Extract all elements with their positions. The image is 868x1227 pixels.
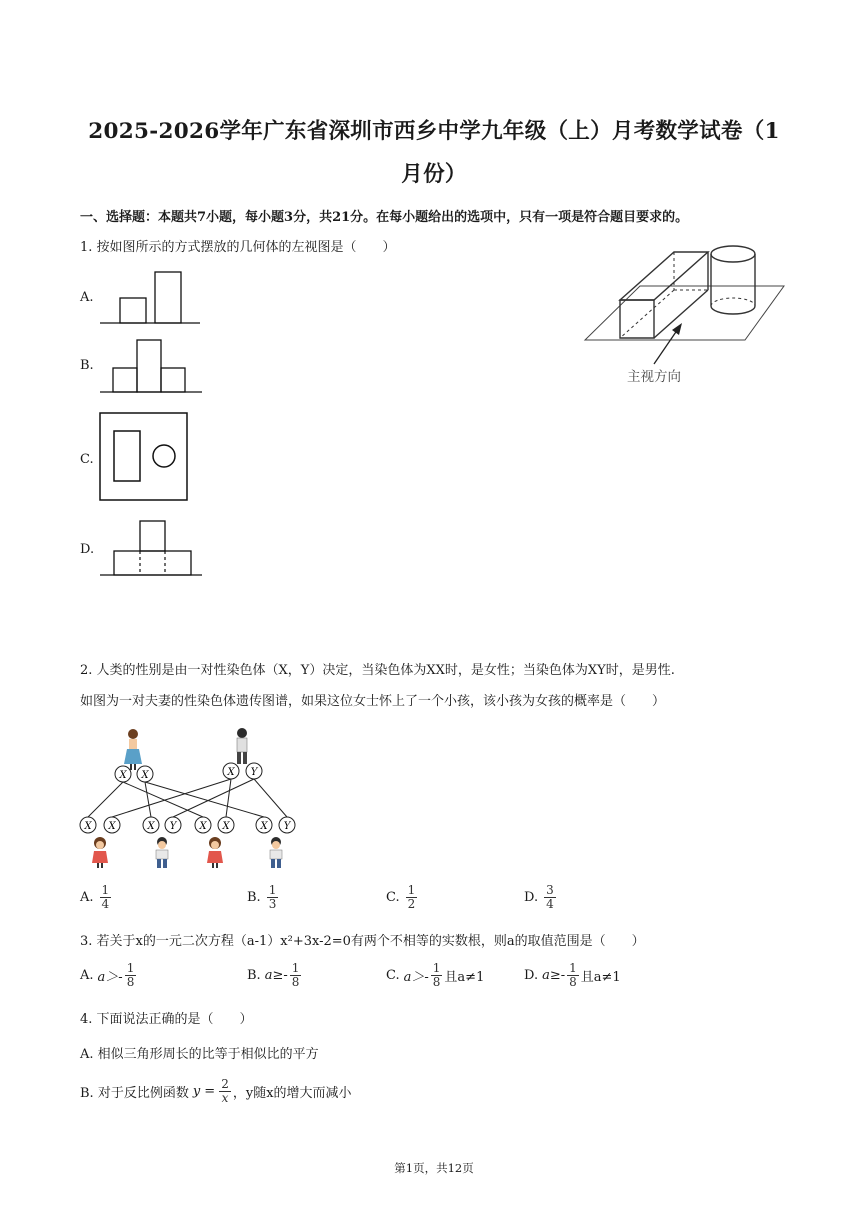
- father-chromosome: [223, 763, 239, 779]
- child-chromosome: [256, 817, 272, 833]
- q2-inheritance-diagram: [76, 726, 306, 872]
- inheritance-link: [226, 779, 231, 817]
- q1-option-a-figure: [98, 268, 202, 328]
- q2-option-fraction: [267, 884, 279, 911]
- inheritance-link: [254, 779, 287, 817]
- fraction-denominator: 4: [101, 897, 110, 911]
- child-chromosome: [279, 817, 295, 833]
- q4-option-b-suffix: ，y随x的增大而减小: [232, 1086, 352, 1101]
- q3-option-c: [386, 962, 484, 989]
- q4-option-b-den: x: [221, 1091, 229, 1105]
- svg-text:X: X: [119, 770, 127, 781]
- q3-option-prefix: a≥-: [542, 968, 566, 983]
- svg-text:Y: Y: [250, 767, 258, 778]
- father-chromosome: [246, 763, 262, 779]
- q3-option-label: B.: [247, 968, 261, 983]
- q1-option-a-label: A.: [80, 290, 94, 305]
- q2-option-label: D.: [524, 890, 539, 905]
- q1-option-c-label: C.: [80, 452, 94, 467]
- boy-icon: [270, 837, 282, 868]
- fraction-denominator: 8: [432, 975, 441, 989]
- child-chromosome: [80, 817, 96, 833]
- q1-option-d-figure: [98, 518, 204, 580]
- q2-option-a: [80, 884, 113, 911]
- q3-option-fraction: [431, 962, 443, 989]
- section-header: 一、选择题：本题共7小题，每小题3分，共21分。在每小题给出的选项中，只有一项是符合题目要求的。: [80, 210, 689, 225]
- fraction-numerator: 3: [546, 883, 554, 897]
- svg-text:X: X: [199, 821, 207, 832]
- q4-option-b-prefix: B. 对于反比例函数: [80, 1086, 189, 1101]
- child-chromosome: [104, 817, 120, 833]
- father-icon: [237, 728, 247, 764]
- page-title-line2: 月份）: [401, 162, 467, 187]
- q4-option-b-num: 2: [221, 1077, 229, 1091]
- fraction-denominator: 8: [291, 975, 300, 989]
- svg-text:Y: Y: [169, 821, 177, 832]
- q4-option-b-func: y =: [192, 1084, 216, 1099]
- fraction-numerator: 1: [432, 961, 441, 975]
- inheritance-link: [88, 782, 123, 817]
- fraction-denominator: 4: [546, 897, 554, 911]
- q3-option-suffix: 且a≠1: [580, 970, 621, 985]
- fraction-numerator: 1: [126, 961, 135, 975]
- svg-text:X: X: [260, 821, 268, 832]
- q3-option-prefix: a＞-: [97, 970, 123, 985]
- q3-option-label: C.: [386, 968, 400, 983]
- q2-stem-line1: 2. 人类的性别是由一对性染色体（X，Y）决定，当染色体为XX时，是女性；当染色体为XY时，是男性.: [80, 663, 675, 678]
- fraction-denominator: 8: [126, 975, 135, 989]
- q1-solid-figure: [580, 238, 790, 396]
- q3-option-fraction: [567, 962, 579, 989]
- q3-option-suffix: 且a≠1: [444, 970, 485, 985]
- child-chromosome: [165, 817, 181, 833]
- q3-option-prefix: a≥-: [264, 968, 288, 983]
- q3-option-label: A.: [80, 968, 94, 983]
- svg-text:X: X: [141, 770, 149, 781]
- q4-option-b: [80, 1078, 352, 1105]
- svg-text:Y: Y: [283, 821, 291, 832]
- q2-option-label: B.: [247, 890, 261, 905]
- q3-option-d: [524, 962, 621, 989]
- q1-option-b-figure: [98, 336, 204, 396]
- girl-icon: [92, 837, 108, 868]
- q2-option-fraction: [100, 884, 112, 911]
- page-title-line1: 2025-2026学年广东省深圳市西乡中学九年级（上）月考数学试卷（1: [88, 119, 780, 144]
- q2-option-label: A.: [80, 890, 94, 905]
- child-chromosome: [218, 817, 234, 833]
- q2-option-label: C.: [386, 890, 400, 905]
- q3-option-fraction: [125, 962, 137, 989]
- fraction-numerator: 1: [291, 961, 300, 975]
- q3-stem: 3. 若关于x的一元二次方程（a-1）x²+3x-2=0有两个不相等的实数根，则a的取值范围是（ ）: [80, 934, 645, 949]
- q1-option-b-label: B.: [80, 358, 94, 373]
- inheritance-link: [145, 782, 151, 817]
- q1-option-d-label: D.: [80, 542, 95, 557]
- mother-chromosome: [115, 766, 131, 782]
- q1-figure-caption: 主视方向: [627, 369, 681, 385]
- svg-text:X: X: [108, 821, 116, 832]
- fraction-numerator: 1: [569, 961, 577, 975]
- q2-option-c: [386, 884, 419, 911]
- fraction-denominator: 3: [268, 897, 277, 911]
- fraction-numerator: 1: [407, 883, 416, 897]
- q4-option-a: A. 相似三角形周长的比等于相似比的平方: [80, 1047, 319, 1062]
- q2-stem-line2: 如图为一对夫妻的性染色体遗传图谱，如果这位女士怀上了一个小孩，该小孩为女孩的概率是（ ）: [80, 694, 666, 709]
- q2-option-fraction: [406, 884, 418, 911]
- fraction-numerator: 1: [101, 883, 110, 897]
- q2-option-d: [524, 884, 558, 911]
- svg-text:X: X: [227, 767, 235, 778]
- q3-option-prefix: a＞-: [403, 970, 429, 985]
- q1-stem: 1. 按如图所示的方式摆放的几何体的左视图是（ ）: [80, 240, 396, 255]
- fraction-denominator: 8: [569, 975, 577, 989]
- page-footer: 第1页，共12页: [394, 1161, 474, 1175]
- q4-stem: 4. 下面说法正确的是（ ）: [80, 1012, 253, 1027]
- boy-icon: [156, 837, 168, 868]
- child-chromosome: [195, 817, 211, 833]
- mother-chromosome: [137, 766, 153, 782]
- q2-option-b: [247, 884, 280, 911]
- svg-text:X: X: [147, 821, 155, 832]
- child-chromosome: [143, 817, 159, 833]
- q2-option-fraction: [544, 884, 556, 911]
- fraction-numerator: 1: [268, 883, 277, 897]
- svg-text:X: X: [222, 821, 230, 832]
- q3-option-b: [247, 962, 303, 989]
- q4-option-b-fraction: [219, 1078, 231, 1105]
- q1-option-c-figure: [98, 410, 190, 504]
- girl-icon: [207, 837, 223, 868]
- mother-icon: [124, 729, 142, 770]
- q3-option-a: [80, 962, 138, 989]
- q3-option-label: D.: [524, 968, 539, 983]
- fraction-denominator: 2: [407, 897, 416, 911]
- q3-option-fraction: [290, 962, 302, 989]
- svg-text:X: X: [84, 821, 92, 832]
